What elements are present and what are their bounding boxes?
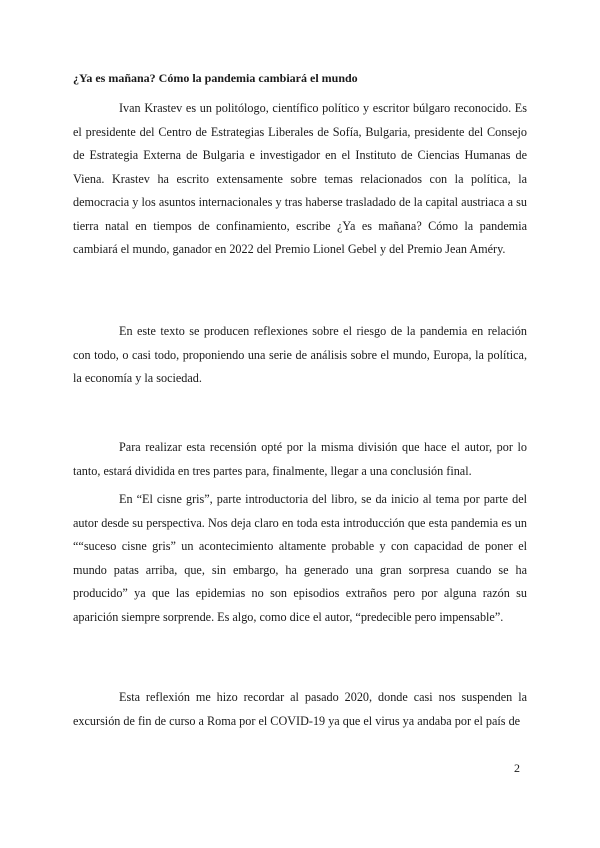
paragraph-author-intro: Ivan Krastev es un politólogo, científico político y escritor búlgaro reconocido. Es el presidente del Centro de Estrategias Liberales de Sofía, Bulgaria, presidente del Consejo de Estrategia Externa de Bulgaria e investigador en el Instituto de Ciencias Humanas de Viena. Krastev ha escrito extensamente sobre temas relacionados con la política, la democracia y los asuntos internacionales y tras haberse trasladado de la capital austriaca a su tierra natal en tiempos de confinamiento, escribe ¿Ya es mañana? Cómo la pandemia cambiará el mundo, ganador en 2022 del Premio Lionel Gebel y del Premio Jean Améry. — [73, 101, 527, 256]
page-number: 2 — [514, 761, 520, 775]
paragraph-personal-reflection: Esta reflexión me hizo recordar al pasado 2020, donde casi nos suspenden la excursión de fin de curso a Roma por el COVID-19 ya que el virus ya andaba por el país de — [73, 690, 527, 728]
document-title: ¿Ya es mañana? Cómo la pandemia cambiará el mundo — [73, 71, 358, 85]
paragraph-grey-swan: En “El cisne gris”, parte introductoria del libro, se da inicio al tema por parte del autor desde su perspectiva. Nos deja claro en toda esta introducción que esta pandemia es un ““suceso cisne gris” un acontecimiento altamente probable y con capacidad de poner el mundo patas arriba, que, sin embargo, ha generado una gran sorpresa cuando se ha producido” ya que las epidemias no son episodios extraños pero por alguna razón su aparición siempre sorprende. Es algo, como dice el autor, “predecible pero impensable”. — [73, 492, 527, 624]
paragraph-structure: Para realizar esta recensión opté por la misma división que hace el autor, por lo tanto, estará dividida en tres partes para, finalmente, llegar a una conclusión final. — [73, 440, 527, 478]
paragraph-text-overview: En este texto se producen reflexiones sobre el riesgo de la pandemia en relación con todo, o casi todo, proponiendo una serie de análisis sobre el mundo, Europa, la política, la economía y la sociedad. — [73, 324, 527, 385]
